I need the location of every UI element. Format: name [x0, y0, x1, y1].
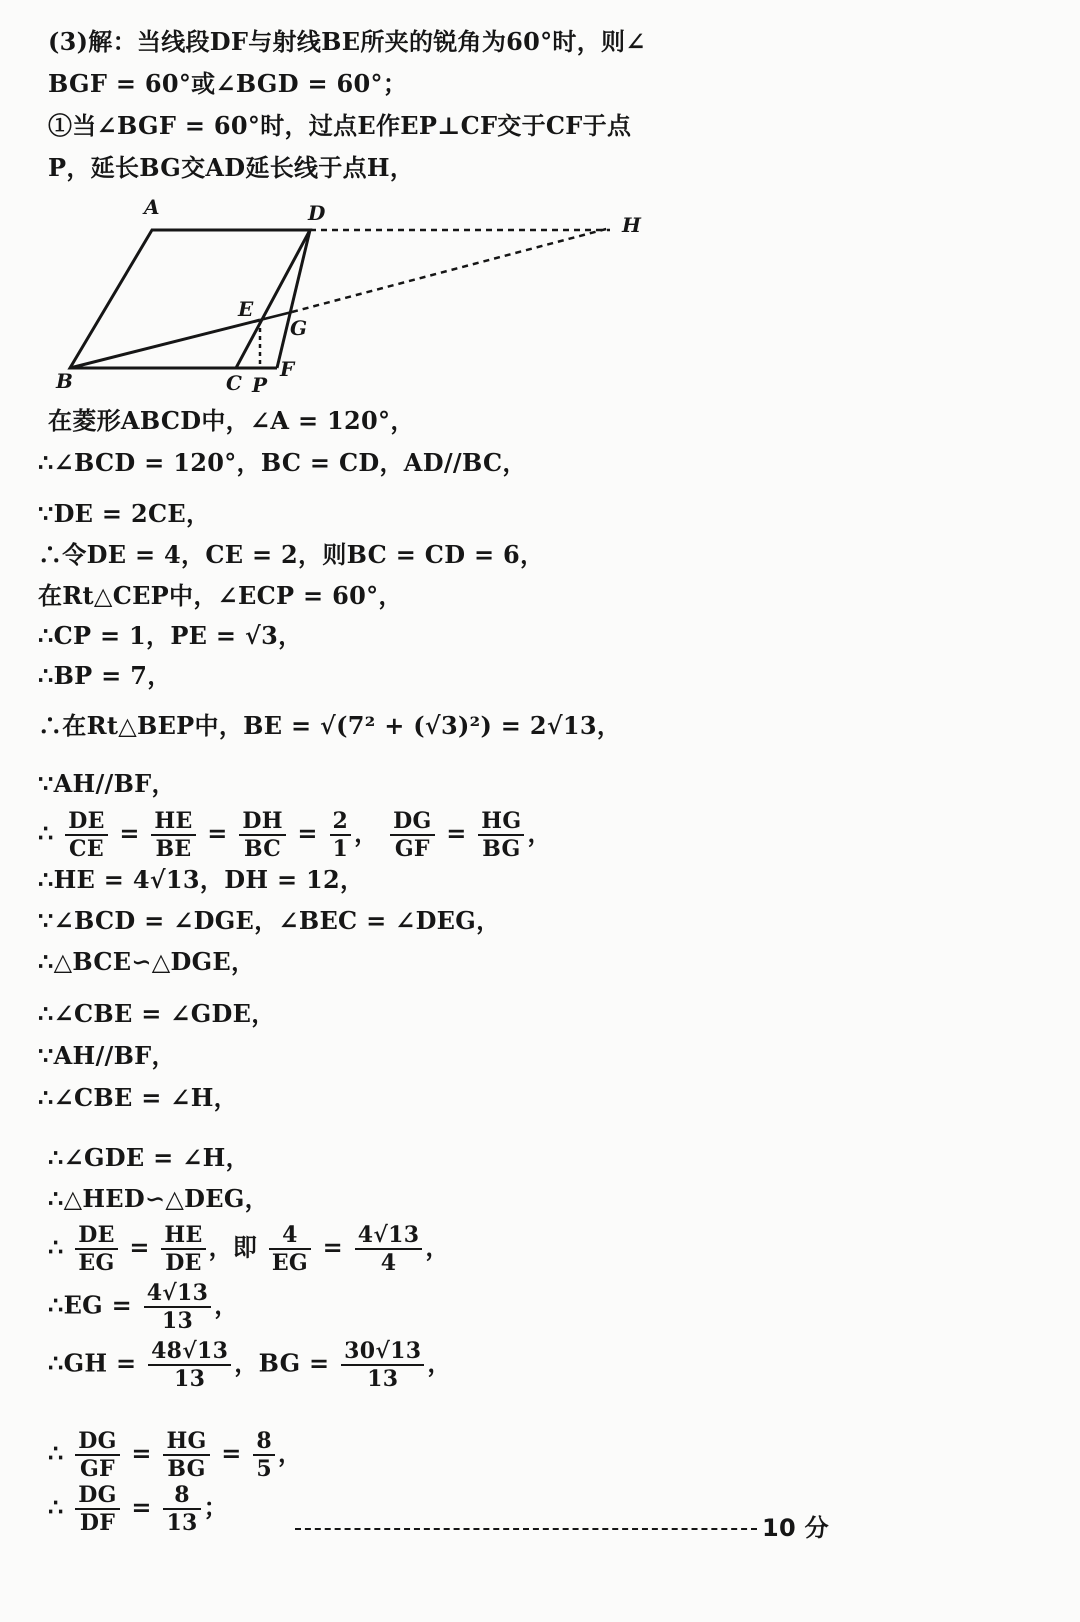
- denominator: DE: [165, 1250, 202, 1276]
- text-line: ∴∠CBE = ∠H，: [38, 1083, 238, 1112]
- label-d: D: [308, 201, 326, 225]
- text-line: 在Rt△CEP中，∠ECP = 60°，: [38, 581, 403, 610]
- fraction-line: ∴GH = $\frac{48√13}{13}$ ，BG = $\frac{30√13}{13}$ ，: [48, 1338, 452, 1392]
- fraction: [239, 808, 285, 862]
- denominator: 13: [161, 1308, 194, 1334]
- denominator: BG: [482, 836, 521, 862]
- fraction: [148, 1338, 231, 1392]
- fraction-line: ∴ $\frac{DG}{DF}$ = $\frac{8}{13}$ ；: [48, 1482, 228, 1536]
- denominator: 13: [166, 1510, 198, 1536]
- denominator: BC: [243, 836, 282, 862]
- label-e: E: [238, 297, 254, 321]
- prefix: ∴GH =: [48, 1348, 137, 1378]
- numerator: DG: [390, 808, 434, 836]
- fraction: [330, 808, 352, 862]
- numerator: HE: [161, 1222, 205, 1250]
- denominator: CE: [69, 836, 104, 862]
- fraction-line: ∴EG = $\frac{4√13}{13}$ ，: [48, 1280, 239, 1334]
- geometry-diagram: [40, 190, 660, 405]
- label-g: G: [290, 316, 308, 340]
- label-c: C: [226, 371, 242, 395]
- text-line: ∴∠CBE = ∠GDE，: [38, 999, 276, 1028]
- connector: ，BG =: [234, 1348, 330, 1378]
- denominator: 5: [256, 1456, 272, 1482]
- text-line: ①当∠BGF = 60°时，过点E作EP⊥CF交于CF于点: [48, 111, 632, 140]
- fraction-line: ∴ $\frac{DE}{EG}$ = $\frac{HE}{DE}$ ，即 $\frac{4}{EG}$ = $\frac{4√13}{4}$ ，: [48, 1222, 450, 1276]
- dashed-gh: [292, 228, 610, 312]
- fraction: [478, 808, 524, 862]
- segment-be: [70, 320, 260, 368]
- numerator: 4: [269, 1222, 311, 1250]
- text-line: ∵∠BCD = ∠DGE，∠BEC = ∠DEG，: [38, 906, 501, 935]
- fraction: [161, 1222, 205, 1276]
- text-line: ∴△BCE∽△DGE，: [38, 947, 256, 976]
- numerator: DG: [75, 1482, 119, 1510]
- prefix: ∴: [48, 1438, 64, 1468]
- rhombus-abcd: [70, 230, 310, 368]
- numerator: 8: [163, 1482, 200, 1510]
- text-line: P，延长BG交AD延长线于点H，: [48, 153, 415, 182]
- score-label: 10 分: [762, 1514, 829, 1542]
- fraction: [253, 1428, 275, 1482]
- text-line: ∵AH//BF，: [38, 769, 176, 798]
- fraction-line: ∴ $\frac{DG}{GF}$ = $\frac{HG}{BG}$ = $\frac{8}{5}$ ，: [48, 1428, 303, 1482]
- denominator: GF: [79, 1456, 115, 1482]
- text-line: ∴∠BCD = 120°，BC = CD，AD//BC，: [38, 448, 527, 477]
- text-line: ∵DE = 2CE，: [38, 499, 211, 528]
- denominator: BG: [167, 1456, 206, 1482]
- text-line: ∴在Rt△BEP中，BE = √(7² + (√3)²) = 2√13，: [38, 711, 622, 740]
- numerator: HE: [151, 808, 195, 836]
- numerator: DE: [65, 808, 107, 836]
- text-line: 在菱形ABCD中，∠A = 120°，: [48, 406, 415, 435]
- numerator: HG: [478, 808, 524, 836]
- segment-df: [277, 230, 310, 368]
- fraction: [355, 1222, 423, 1276]
- numerator: DH: [239, 808, 285, 836]
- prefix: ∴: [38, 818, 54, 848]
- text-line: (3)解：当线段DF与射线BE所夹的锐角为60°时，则∠: [48, 27, 646, 56]
- fraction: [144, 1280, 212, 1334]
- label-f: F: [280, 357, 295, 381]
- denominator: EG: [78, 1250, 115, 1276]
- text-line: ∴△HED∽△DEG，: [48, 1184, 269, 1213]
- prefix: ∴EG =: [48, 1290, 133, 1320]
- denominator: GF: [394, 836, 430, 862]
- label-h: H: [622, 213, 641, 237]
- denominator: 13: [174, 1366, 206, 1392]
- label-b: B: [56, 369, 73, 393]
- numerator: 30√13: [341, 1338, 424, 1366]
- numerator: 2: [330, 808, 352, 836]
- numerator: 4√13: [144, 1280, 212, 1308]
- numerator: DE: [75, 1222, 117, 1250]
- numerator: DG: [75, 1428, 119, 1456]
- text-line: ∴令DE = 4，CE = 2，则BC = CD = 6，: [38, 540, 545, 569]
- denominator: 4: [380, 1250, 397, 1276]
- fraction: [65, 808, 107, 862]
- fraction: [75, 1428, 119, 1482]
- numerator: 8: [253, 1428, 275, 1456]
- connector: ，即: [208, 1232, 258, 1262]
- score-dashed-line: [295, 1528, 757, 1530]
- text-line: ∴HE = 4√13，DH = 12，: [38, 865, 365, 894]
- prefix: ∴: [48, 1232, 64, 1262]
- text-line: ∴BP = 7，: [38, 661, 172, 690]
- fraction: [341, 1338, 424, 1392]
- fraction: [75, 1222, 117, 1276]
- denominator: DF: [79, 1510, 116, 1536]
- denominator: BE: [155, 836, 192, 862]
- numerator: HG: [163, 1428, 209, 1456]
- denominator: 13: [367, 1366, 399, 1392]
- text-line: ∴∠GDE = ∠H，: [48, 1143, 250, 1172]
- denominator: EG: [271, 1250, 309, 1276]
- numerator: 4√13: [355, 1222, 423, 1250]
- label-p: P: [252, 373, 268, 397]
- label-a: A: [144, 195, 160, 219]
- prefix: ∴: [48, 1492, 64, 1522]
- fraction: [75, 1482, 119, 1536]
- denominator: 1: [332, 836, 349, 862]
- text-line: ∴CP = 1，PE = √3，: [38, 621, 303, 650]
- text-line: BGF = 60°或∠BGD = 60°；: [48, 69, 408, 98]
- fraction: [163, 1428, 209, 1482]
- text-line: ∵AH//BF，: [38, 1041, 176, 1070]
- numerator: 48√13: [148, 1338, 231, 1366]
- fraction: [390, 808, 434, 862]
- fraction: [269, 1222, 311, 1276]
- fraction: [163, 1482, 200, 1536]
- fraction-line: ∴ $\frac{DE}{CE}$ = $\frac{HE}{BE}$ = $\frac{DH}{BC}$ = $\frac{2}{1}$ ， $\frac{DG}{GF}$ = $\frac{HG}{BG}$ ，: [38, 808, 552, 862]
- fraction: [151, 808, 195, 862]
